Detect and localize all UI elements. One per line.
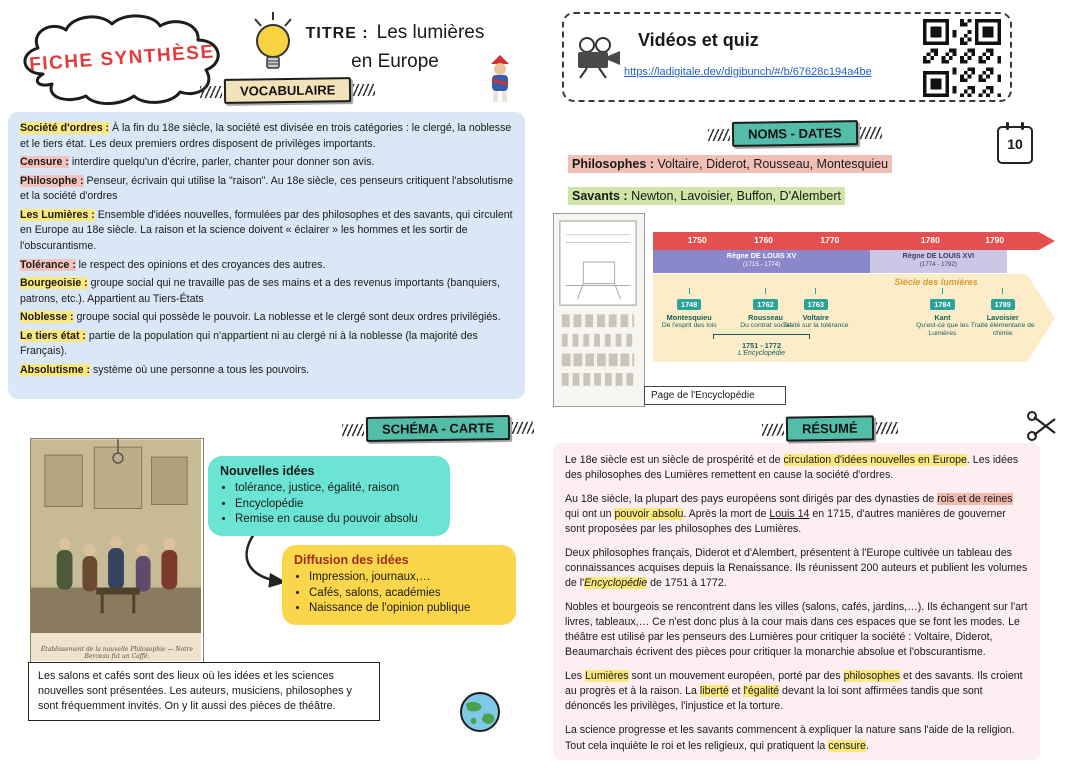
calendar-number: 10 xyxy=(1007,136,1023,152)
vocab-entry: Les Lumières : Ensemble d'idées nouvelles, formulées par des philosophes et des savants, qui circulent en Europe au 18e siècle. La raison et la science doivent « éclairer » les hommes et les sortir de l'obscurantisme. xyxy=(20,208,513,252)
vocab-entry: Société d'ordres : À la fin du 18e siècle, la société est divisée en trois catégories : le clergé, la noblesse et le tiers état. Les deux premiers ordres disposent de privilèges importants. xyxy=(20,122,512,150)
event-year: 1789 xyxy=(991,299,1015,310)
diffusion-box xyxy=(282,545,516,625)
reign-label: Règne DE LOUIS XVI xyxy=(902,251,975,260)
nouvelles-idees-list xyxy=(220,481,438,528)
title-block xyxy=(302,22,488,73)
timeline-year: 1750 xyxy=(687,235,707,245)
vocab-entry: Bourgeoisie : groupe social qui ne travaille pas de ses mains et a des revenus importants (banquiers, patrons, etc.). Appartient au Tiers-États xyxy=(20,277,500,305)
diffusion-title: Diffusion des idées xyxy=(294,553,409,567)
timeline-event xyxy=(655,288,723,330)
resume-paragraph: Les Lumières sont un mouvement européen, porté par des philosophes et des savants. Ils croient au progrès et à la raison. La liberté et l'égalité devant la loi sont affirmées tandis que sont dénoncés les privilèges, l'injustice et la torture. xyxy=(565,670,1023,713)
timeline-year: 1770 xyxy=(820,235,840,245)
vocab-box xyxy=(8,112,525,399)
reign-label: Règne DE LOUIS XV xyxy=(726,251,797,260)
savants-line xyxy=(568,189,845,203)
event-year: 1748 xyxy=(677,299,701,310)
event-year: 1762 xyxy=(753,299,777,310)
qr-code xyxy=(923,19,1001,97)
encyclopedie-span xyxy=(713,334,809,357)
event-name: Montesquieu xyxy=(666,313,712,322)
nouvelles-idees-item: • Remise en cause du pouvoir absolu xyxy=(235,512,438,528)
page-title: Les lumières xyxy=(376,22,485,43)
resume-heading-label: RÉSUMÉ xyxy=(801,420,858,437)
encyclopedie-dates: 1751 - 1772 xyxy=(742,341,781,350)
timeline-event xyxy=(782,288,850,330)
quiz-link[interactable]: https://ladigitale.dev/digibunch/#/b/67628c194a4be xyxy=(624,66,872,78)
reign-louis-xvi xyxy=(870,250,1007,273)
event-name: Kant xyxy=(934,313,951,322)
vocab-entry: Tolérance : le respect des opinions et des croyances des autres. xyxy=(20,258,326,271)
resume-paragraph: Au 18e siècle, la plupart des pays européens sont dirigés par des dynasties de rois et de reines qui ont un pouvoir absolu. Après la mort de Louis 14 en 1715, d'autres manières de gouverner sont proposées par les philosophes des Lumières. xyxy=(565,493,1013,536)
event-name: Voltaire xyxy=(802,313,829,322)
calendar-icon xyxy=(997,126,1033,164)
noms-dates-heading xyxy=(732,120,858,147)
band-label: Siècle des lumières xyxy=(894,277,978,287)
timeline-event xyxy=(908,288,976,338)
event-name: Rousseau xyxy=(748,313,783,322)
salon-caption-box: Les salons et cafés sont des lieux où les idées et les sciences nouvelles sont présentées. Les auteurs, musiciens, philosophes y sont fréquemment invités. On y lit aussi des pièces de théâtre. xyxy=(28,662,380,721)
timeline-year: 1760 xyxy=(754,235,774,245)
vocab-entry: Censure : interdire quelqu'un d'écrire, parler, chanter pour donner son avis. xyxy=(20,156,375,169)
vocabulaire-heading xyxy=(224,77,352,104)
event-work: Qu'est-ce que les Lumières xyxy=(916,322,969,337)
event-work: Traité sur la tolérance xyxy=(783,322,849,329)
timeline-event xyxy=(969,288,1037,338)
lightbulb-icon xyxy=(246,10,300,74)
nouvelles-idees-item: • Encyclopédie xyxy=(235,497,438,513)
fiche-badge-text: FICHE SYNTHÈSE xyxy=(28,41,216,76)
timeline-year: 1790 xyxy=(985,235,1005,245)
vocabulaire-heading-label: VOCABULAIRE xyxy=(239,82,336,99)
nouvelles-idees-item: • tolérance, justice, égalité, raison xyxy=(235,481,438,497)
resume-paragraph: La science progresse et les savants commencent à expliquer la nature sans l'aide de la religion. Tout cela inquiète le roi et les religieux, qui pratiquent la censure. xyxy=(565,724,1015,752)
camera-icon xyxy=(574,34,622,82)
diffusion-item: • Impression, journaux,… xyxy=(309,570,504,586)
resume-paragraph: Nobles et bourgeois se rencontrent dans les villes (salons, cafés, jardins,…). Ils échangent sur l'art livres, tableaux,… Ce n'est donc plus à la cour mais dans ces espaces que se font les modes. Le théâtre est utilisé par les penseurs des Lumières pour critiquer la société : Voltaire, Diderot, Beaumarchais écrivent des pièces pour critiquer la monarchie absolue et l'obscurantisme. xyxy=(565,601,1028,659)
salon-painting xyxy=(30,438,204,664)
videos-heading: Vidéos et quiz xyxy=(638,30,759,50)
reign-dates: (1774 - 1792) xyxy=(919,260,957,268)
resume-heading xyxy=(786,415,874,441)
vocab-entry: Le tiers état : partie de la population qui n'appartient ni au clergé ni à la noblesse (la majorité des Français). xyxy=(20,329,478,358)
scissors-icon xyxy=(1026,410,1058,442)
event-year: 1763 xyxy=(804,299,828,310)
vocab-entry: Noblesse : groupe social qui possède le pouvoir. La noblesse et le clergé sont deux ordres privilégiés. xyxy=(20,311,501,324)
salon-painting-art xyxy=(31,439,201,661)
schema-carte-heading-label: SCHÉMA - CARTE xyxy=(381,420,495,437)
diffusion-item: • Naissance de l'opinion publique xyxy=(309,601,504,617)
event-work: De l'esprit des lois xyxy=(661,322,717,329)
globe-icon xyxy=(458,690,502,734)
noms-dates-heading-label: NOMS - DATES xyxy=(747,125,842,142)
event-work: Traité élémentaire de chimie xyxy=(970,322,1035,337)
reign-dates: (1715 - 1774) xyxy=(742,260,781,268)
decorative-figure-icon xyxy=(483,54,517,104)
vocab-entry: Philosophe : Penseur, écrivain qui utilise la "raison". Au 18e siècle, ces penseurs critiquent l'absolutisme et la société d'ordres xyxy=(20,174,513,203)
timeline xyxy=(653,224,1055,368)
schema-carte-heading xyxy=(366,415,511,442)
vocab-entry: Absolutisme : système où une personne a tous les pouvoirs. xyxy=(20,363,310,376)
philosophes-line xyxy=(568,157,892,171)
event-name: Lavoisier xyxy=(986,313,1019,322)
encyclopedie-label: L'Encyclopédie xyxy=(738,350,785,357)
resume-paragraph: Deux philosophes français, Diderot et d'Alembert, présentent à l'Europe cultivée un tableau des connaissances acquises depuis la Renaissance. Ils réunissent 200 auteurs et publient les volumes de l'Encyclopédie de 1751 à 1772. xyxy=(565,547,1028,590)
nouvelles-idees-title: Nouvelles idées xyxy=(220,464,315,478)
savants-names: Newton, Lavoisier, Buffon, D'Alembert xyxy=(631,189,841,203)
timeline-year: 1780 xyxy=(920,235,940,245)
painting-caption: Établissement de la nouvelle Philosophie — Notre Berceau fut un Caffé. xyxy=(40,646,194,660)
page-title-line2: en Europe xyxy=(351,51,439,72)
nouvelles-idees-box xyxy=(208,456,450,536)
resume-paragraph: Le 18e siècle est un siècle de prospérité et de circulation d'idées nouvelles en Europe. Les idées des philosophes des Lumières remettent en cause la société d'ordres. xyxy=(565,454,1019,482)
event-work: Du contrat social xyxy=(740,322,791,329)
resume-box xyxy=(553,443,1040,760)
encyclopedie-image xyxy=(553,213,645,407)
savants-label: Savants : xyxy=(572,189,628,203)
philosophes-names: Voltaire, Diderot, Rousseau, Montesquieu xyxy=(657,157,889,171)
diffusion-list xyxy=(294,570,504,617)
videos-box xyxy=(562,12,1012,102)
philosophes-label: Philosophes : xyxy=(572,157,654,171)
event-year: 1784 xyxy=(930,299,954,310)
encyclopedie-caption: Page de l'Encyclopédie xyxy=(644,386,786,405)
title-label: TITRE : xyxy=(305,25,369,42)
diffusion-item: • Cafés, salons, académies xyxy=(309,586,504,602)
reign-louis-xv xyxy=(653,250,870,273)
